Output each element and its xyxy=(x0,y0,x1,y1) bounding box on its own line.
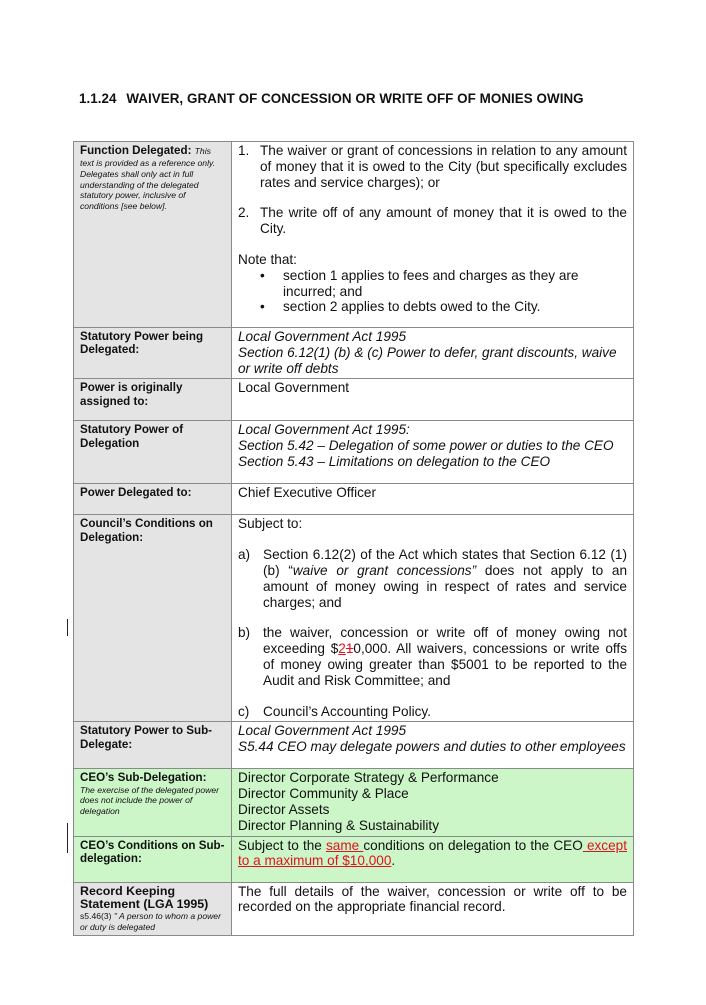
label-ceo-conditions: CEO’s Conditions on Sub-delegation: xyxy=(80,838,225,865)
value-cell xyxy=(232,722,634,769)
value-cell xyxy=(232,328,634,379)
label-cell xyxy=(74,882,232,935)
row-statutory-power-sub-delegate xyxy=(74,722,634,769)
conditions-intro: Subject to: xyxy=(238,516,303,532)
label-statutory-power-sub-delegate: Statutory Power to Sub-Delegate: xyxy=(80,724,213,751)
bullet-item xyxy=(238,268,627,300)
value-cell xyxy=(232,379,634,421)
list-item xyxy=(238,143,627,190)
change-bar xyxy=(67,823,68,853)
list-marker: 1. xyxy=(238,143,250,158)
list-marker: a) xyxy=(238,547,251,563)
act-name: Local Government Act 1995 xyxy=(238,329,407,344)
label-power-assigned: Power is originally assigned to: xyxy=(80,381,183,408)
row-record-keeping xyxy=(74,882,634,935)
row-ceo-conditions xyxy=(74,836,634,882)
label-note-inline: This xyxy=(194,146,211,156)
list-item xyxy=(238,205,627,237)
condition-quote: waive or grant concessions” xyxy=(292,562,477,578)
tracked-insertion: same xyxy=(325,837,364,853)
label-cell xyxy=(74,328,232,379)
label-statutory-power-delegated: Statutory Power being Delegated: xyxy=(80,330,204,357)
section-number: 1.1.24 xyxy=(79,91,117,106)
power-assigned-value: Local Government xyxy=(238,380,350,396)
row-councils-conditions xyxy=(74,515,634,722)
label-cell xyxy=(74,515,232,722)
officer-item: Director Corporate Strategy & Performance xyxy=(238,770,499,786)
label-record-keeping: Record Keeping Statement (LGA 1995) xyxy=(80,883,209,911)
label-cell xyxy=(74,484,232,515)
list-text: The waiver or grant of concessions in relation to any amount of money that it is owed to the City (but specifically excludes rates and service charges); or xyxy=(260,143,627,190)
act-name: Local Government Act 1995 xyxy=(238,723,407,739)
condition-text: Council’s Accounting Policy. xyxy=(263,703,431,719)
value-cell xyxy=(232,142,634,328)
condition-text: conditions on delegation to the CEO xyxy=(363,837,583,853)
label-cell xyxy=(74,421,232,484)
change-bar xyxy=(67,619,68,636)
function-list xyxy=(238,143,627,237)
bullet-icon: • xyxy=(260,299,265,315)
note-bullets xyxy=(238,268,627,315)
label-function-delegated: Function Delegated: xyxy=(80,144,192,157)
section-heading xyxy=(79,91,584,106)
label-cell xyxy=(74,379,232,421)
condition-text: Section 6.12(2) of the Act which states that Section 6.12 (1) (b) “ xyxy=(263,547,627,578)
bullet-text: section 1 applies to fees and charges as they are incurred; and xyxy=(283,267,579,299)
bullet-item xyxy=(238,299,627,315)
tracked-insertion: except to a maximum of $10,000 xyxy=(238,837,627,869)
record-keeping-value: The full details of the waiver, concession or write off to be recorded on the appropriate financial record. xyxy=(238,883,627,915)
row-ceo-sub-delegation xyxy=(74,769,634,836)
condition-item xyxy=(238,704,627,720)
section-title: WAIVER, GRANT OF CONCESSION OR WRITE OFF OF MONIES OWING xyxy=(126,91,584,106)
officer-item: Director Assets xyxy=(238,801,330,817)
officer-item: Director Planning & Sustainability xyxy=(238,817,439,833)
label-cell xyxy=(74,769,232,836)
condition-text: . xyxy=(391,853,396,869)
tracked-insertion: 2 xyxy=(338,641,346,657)
label-ceo-sub-delegation: CEO’s Sub-Delegation: xyxy=(80,771,207,785)
value-cell xyxy=(232,515,634,722)
condition-text: 0,000. All waivers, concessions or write offs of money owing greater than $5001 to be reported to the Audit and Risk Committee; and xyxy=(263,641,627,688)
label-cell xyxy=(74,836,232,882)
row-statutory-power-delegated xyxy=(74,328,634,379)
label-note: The exercise of the delegated power does not include the power of delegation xyxy=(80,784,220,816)
condition-item xyxy=(238,547,627,610)
list-text: The write off of any amount of money that it is owed to the City. xyxy=(260,205,627,237)
tracked-deletion: 1 xyxy=(345,641,354,657)
condition-text: the waiver, concession or write off of money owing not exceeding $ xyxy=(263,625,627,657)
bullet-icon: • xyxy=(260,267,265,283)
officer-item: Director Community & Place xyxy=(238,786,409,802)
row-power-delegated-to xyxy=(74,484,634,515)
note-intro: Note that: xyxy=(238,251,297,267)
delegation-table xyxy=(73,141,634,936)
label-ref: s5.46(3) xyxy=(80,911,114,922)
conditions-list xyxy=(238,547,627,719)
condition-item xyxy=(238,625,627,688)
label-cell xyxy=(74,722,232,769)
section-ref: S5.44 CEO may delegate powers and duties to other employees xyxy=(238,739,626,755)
section-ref: Section 6.12(1) (b) & (c) Power to defer, grant discounts, waive or write off debts xyxy=(238,344,617,376)
label-statutory-power-of-delegation: Statutory Power of Delegation xyxy=(80,423,184,450)
value-cell xyxy=(232,484,634,515)
condition-text: does not apply to an amount of money owing in respect of rates and service charges; and xyxy=(263,562,627,610)
label-note: " A person to whom a power or duty is delegated xyxy=(80,911,221,932)
section-ref: Section 5.42 – Delegation of some power or duties to the CEO xyxy=(238,438,614,454)
list-marker: b) xyxy=(238,625,251,641)
section-ref: Section 5.43 – Limitations on delegation to the CEO xyxy=(238,453,551,469)
label-note: text is provided as a reference only. Delegates shall only act in full understanding of the delegated statutory power, inclusive of conditions [see below]. xyxy=(80,158,216,211)
list-marker: c) xyxy=(238,703,250,719)
condition-text: Subject to the xyxy=(238,837,326,853)
value-cell xyxy=(232,421,634,484)
list-marker: 2. xyxy=(238,205,250,221)
row-statutory-power-of-delegation xyxy=(74,421,634,484)
value-cell xyxy=(232,769,634,836)
label-cell xyxy=(74,142,232,328)
label-councils-conditions: Council’s Conditions on Delegation: xyxy=(80,517,213,544)
bullet-text: section 2 applies to debts owed to the City. xyxy=(283,299,541,315)
act-name: Local Government Act 1995: xyxy=(238,422,410,438)
label-power-delegated-to: Power Delegated to: xyxy=(80,486,192,500)
value-cell xyxy=(232,836,634,882)
row-function-delegated xyxy=(74,142,634,328)
row-power-assigned xyxy=(74,379,634,421)
power-delegated-to-value: Chief Executive Officer xyxy=(238,485,377,501)
value-cell xyxy=(232,882,634,935)
